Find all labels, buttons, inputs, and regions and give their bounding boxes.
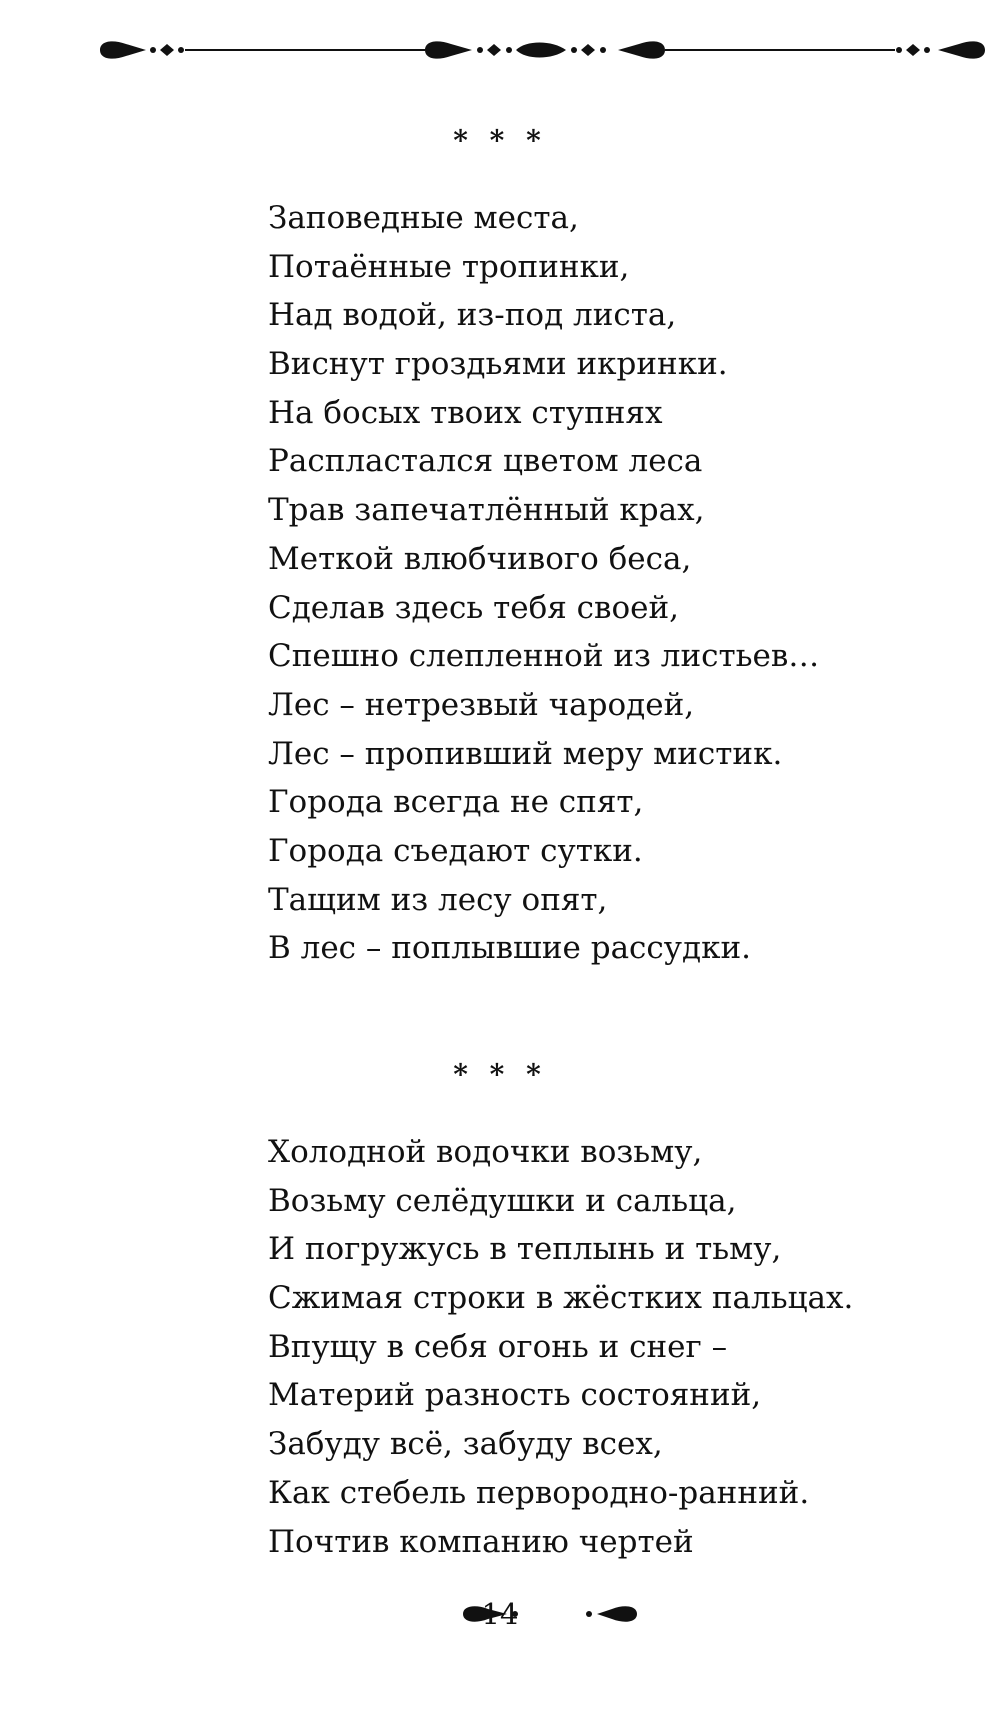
poem-line: Меткой влюбчивого беса,: [268, 540, 692, 577]
poem-line: Возьму селёдушки и сальца,: [268, 1182, 737, 1219]
poem-line: Холодной водочки возьму,: [268, 1134, 703, 1170]
poem-line: Потаённые тропинки,: [268, 248, 630, 285]
poem-line: Трав запечатлённый крах,: [268, 492, 705, 529]
poem-line: Города съедают сутки.: [268, 832, 643, 869]
section-separator-2: * * *: [453, 1058, 547, 1091]
top-ornament: [0, 20, 1000, 80]
poem-line: Над водой, из-под листа,: [268, 297, 677, 334]
poem-line: Почтив компанию чертей: [268, 1523, 694, 1560]
poem-line: Распластался цветом леса: [268, 443, 703, 480]
poem-line: Материй разность состояний,: [268, 1377, 762, 1414]
poem-line: Как стебель первородно-ранний.: [268, 1474, 810, 1511]
poem-line: Впущу в себя огонь и снег –: [268, 1328, 728, 1365]
poem-line: И погружусь в теплынь и тьму,: [268, 1231, 782, 1268]
poem-line: Города всегда не спят,: [268, 784, 644, 821]
poem-line: Сжимая строки в жёстких пальцах.: [268, 1280, 854, 1317]
poem-line: Сделав здесь тебя своей,: [268, 589, 679, 626]
section-separator-1: * * *: [453, 124, 547, 157]
poem-2: [268, 1128, 888, 1566]
poem-line: Тащим из лесу опят,: [268, 881, 608, 918]
poem-line: Спешно слепленной из листьев…: [268, 638, 820, 675]
poem-line: На босых твоих ступнях: [268, 394, 663, 431]
poem-line: В лес – поплывшие рассудки.: [268, 930, 751, 967]
poem-line: Заповедные места,: [268, 200, 579, 236]
page-number: 14: [481, 1597, 519, 1631]
poem-1: [268, 194, 888, 973]
poem-line: Лес – пропивший меру мистик.: [268, 735, 783, 772]
poem-line: Забуду всё, забуду всех,: [268, 1426, 663, 1463]
poem-line: Виснут гроздьями икринки.: [268, 346, 728, 383]
poem-line: Лес – нетрезвый чародей,: [268, 686, 695, 723]
